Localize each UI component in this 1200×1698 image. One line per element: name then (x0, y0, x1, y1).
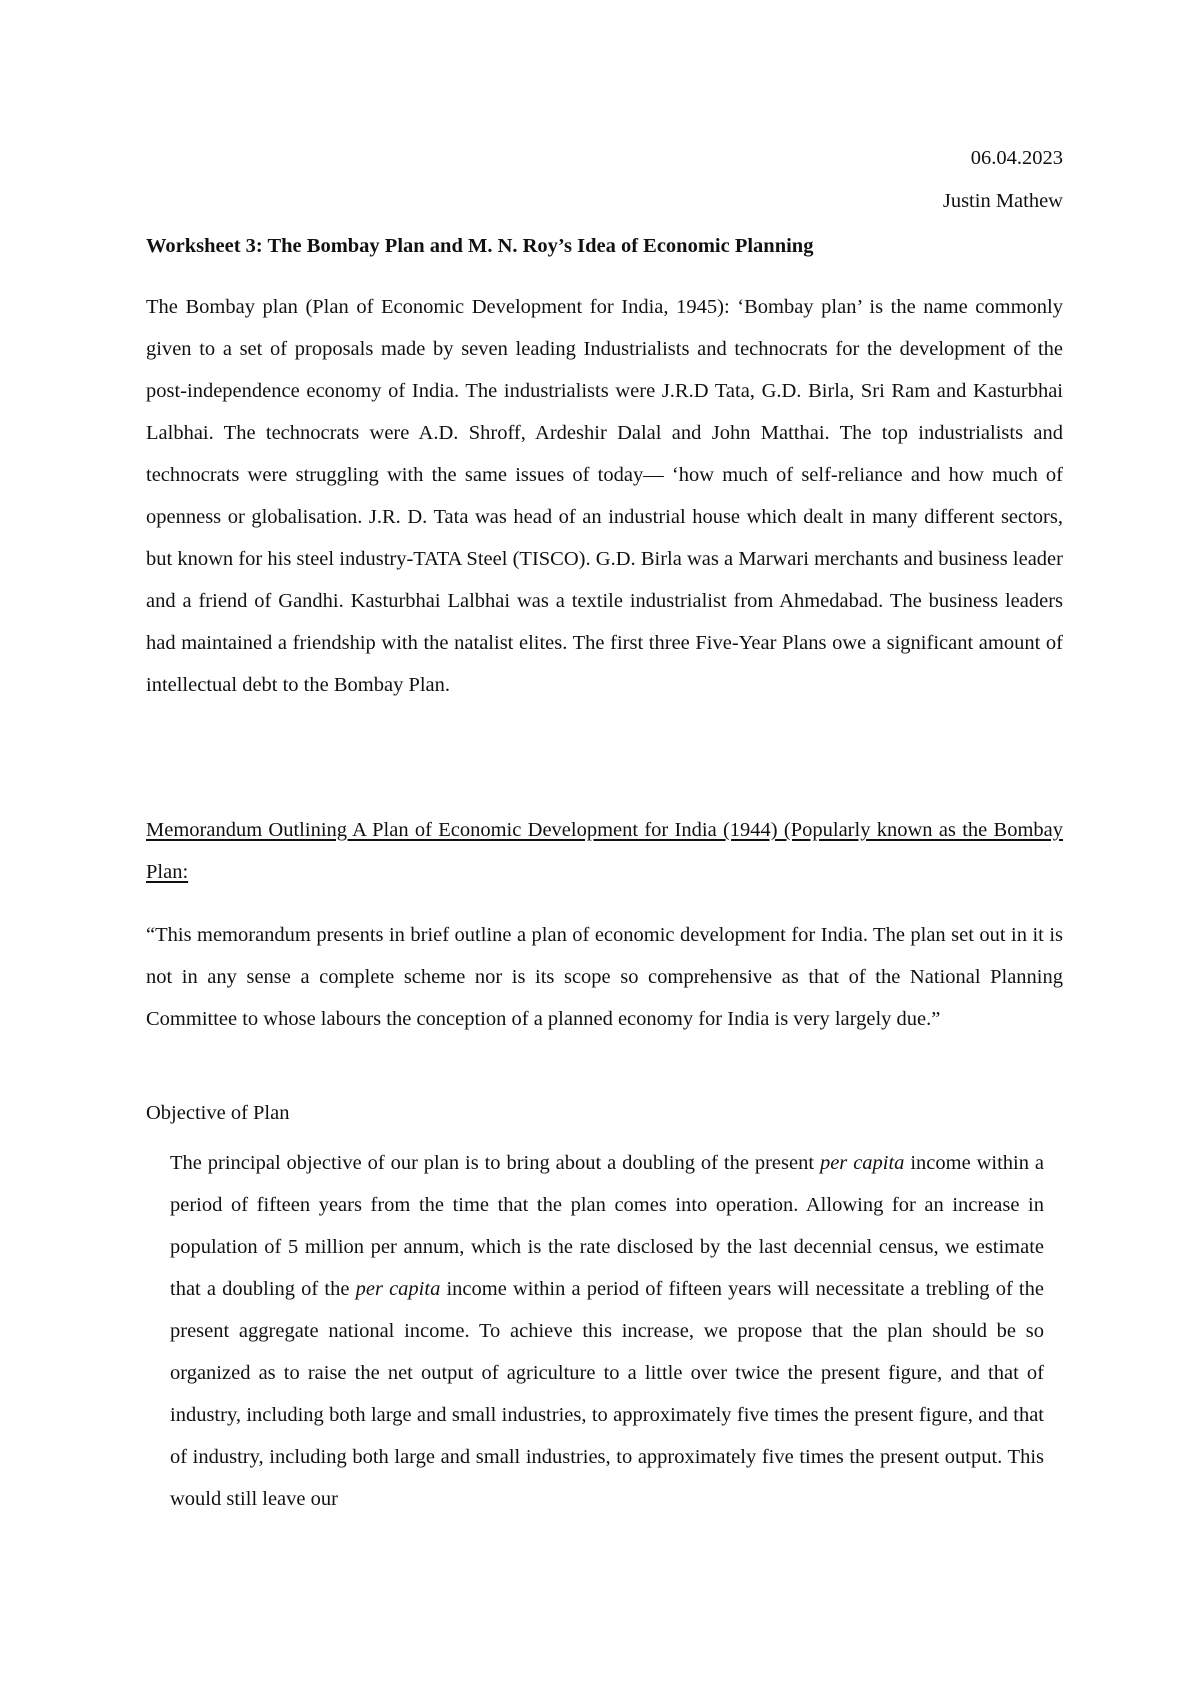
memorandum-quote: “This memorandum presents in brief outline a plan of economic development for India. The plan set out in it is not in any sense a complete scheme nor is its scope so comprehensive as that of the National Planning Committee to whose labours the conception of a planned economy for India is very largely due.” (146, 924, 1063, 1030)
memorandum-heading: Memorandum Outlining A Plan of Economic Development for India (1944) (Popularly known as the Bombay Plan: (146, 819, 1063, 883)
intro-paragraph: The Bombay plan (Plan of Economic Development for India, 1945): ‘Bombay plan’ is the name commonly given to a set of proposals made by seven leading Industrialists and technocrats for the development of the post-independence economy of India. The industrialists were J.R.D Tata, G.D. Birla, Sri Ram and Kasturbhai Lalbhai. The technocrats were A.D. Shroff, Ardeshir Dalal and John Matthai. The top industrialists and technocrats were struggling with the same issues of today— ‘how much of self-reliance and how much of openness or globalisation. J.R. D. Tata was head of an industrial house which dealt in many different sectors, but known for his steel industry-TATA Steel (TISCO). G.D. Birla was a Marwari merchants and business leader and a friend of Gandhi. Kasturbhai Lalbhai was a textile industrialist from Ahmedabad. The business leaders had maintained a friendship with the natalist elites. The first three Five-Year Plans owe a significant amount of intellectual debt to the Bombay Plan. (146, 296, 1063, 696)
objective-heading: Objective of Plan (146, 1102, 290, 1124)
objective-text-3: income within a period of fifteen years will necessitate a trebling of the present aggregate national income. To achieve this increase, we propose that the plan should be so organized as to raise the net output of agriculture to a little over twice the present figure, and that of industry, including both large and small industries, to approximately five times the present figure, and that of industry, including both large and small industries, to approximately five times the present output. This would still leave our (170, 1278, 1044, 1510)
per-capita-emphasis-2: per capita (355, 1278, 441, 1300)
document-date: 06.04.2023 (970, 147, 1063, 169)
worksheet-title: Worksheet 3: The Bombay Plan and M. N. Roy’s Idea of Economic Planning (146, 235, 814, 257)
per-capita-emphasis-1: per capita (819, 1152, 905, 1174)
author-name: Justin Mathew (942, 190, 1063, 212)
objective-text-2: income within a period of fifteen years from the time that the plan comes into operation. Allowing for an increase in population of 5 million per annum, which is the rate disclosed by the last decennial census, we estimate that a doubling of the (170, 1152, 1044, 1300)
objective-text-1: The principal objective of our plan is to bring about a doubling of the present (170, 1152, 820, 1174)
objective-paragraph (170, 1142, 1044, 1520)
